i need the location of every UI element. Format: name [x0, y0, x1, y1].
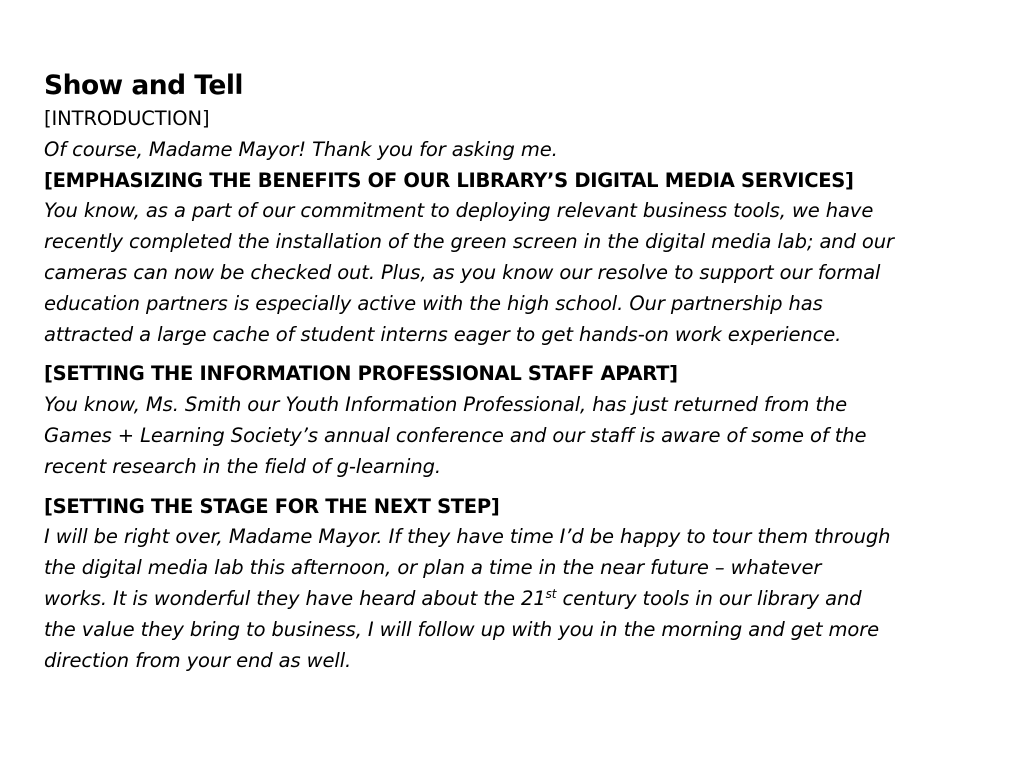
paragraph-spacer	[44, 350, 984, 359]
section-heading-next-step: [SETTING THE STAGE FOR THE NEXT STEP]	[44, 494, 500, 518]
paragraph-line: direction from your end as well.	[44, 648, 352, 672]
paragraph-line: attracted a large cache of student interns eager to get hands-on work experience.	[44, 322, 842, 346]
paragraph-line: Games + Learning Society’s annual conference and our staff is aware of some of the	[44, 423, 867, 447]
paragraph-line: recent research in the field of g-learning.	[44, 454, 442, 478]
section-heading-staff: [SETTING THE INFORMATION PROFESSIONAL STAFF APART]	[44, 362, 678, 386]
paragraph-spacer	[44, 483, 984, 492]
introduction-heading: [INTRODUCTION]	[44, 107, 210, 130]
slide-content	[44, 68, 984, 676]
paragraph-line: education partners is especially active with the high school. Our partnership has	[44, 291, 823, 315]
text-run: works. It is wonderful they have heard about the 21	[44, 586, 546, 610]
paragraph-line: cameras can now be checked out. Plus, as you know our resolve to support our formal	[44, 260, 881, 284]
paragraph-line: You know, as a part of our commitment to deploying relevant business tools, we have	[44, 199, 874, 223]
introduction-text: Of course, Madame Mayor! Thank you for asking me.	[44, 137, 558, 161]
paragraph-line: I will be right over, Madame Mayor. If they have time I’d be happy to tour them through	[44, 525, 891, 549]
text-run: century tools in our library and	[556, 586, 862, 610]
superscript-ordinal: st	[545, 586, 557, 601]
paragraph-line-with-superscript	[44, 584, 984, 615]
section-heading-benefits: [EMPHASIZING THE BENEFITS OF OUR LIBRARY’S DIGITAL MEDIA SERVICES]	[44, 168, 854, 192]
paragraph-line: You know, Ms. Smith our Youth Information Professional, has just returned from the	[44, 393, 848, 417]
paragraph-line: recently completed the installation of the green screen in the digital media lab; and our	[44, 230, 894, 254]
paragraph-line: the value they bring to business, I will follow up with you in the morning and get more	[44, 617, 880, 641]
paragraph-line: the digital media lab this afternoon, or plan a time in the near future – whatever	[44, 556, 822, 580]
slide-title: Show and Tell	[44, 70, 244, 101]
